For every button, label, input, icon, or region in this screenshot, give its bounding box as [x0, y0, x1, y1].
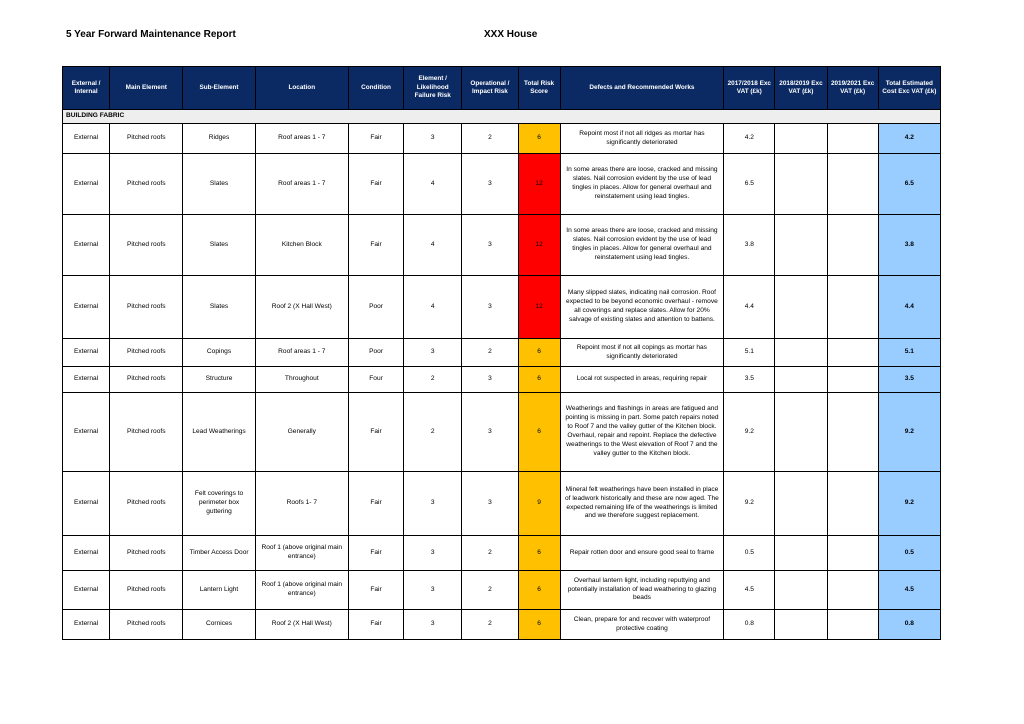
cell-2017-2018: 0.5 [724, 536, 775, 571]
cell-location: Roof 1 (above original main entrance) [255, 571, 348, 610]
cell-2019-2021 [827, 215, 878, 276]
cell-condition: Fair [348, 154, 403, 215]
cell-condition: Fair [348, 610, 403, 640]
cell-likelihood: 3 [404, 571, 462, 610]
cell-2017-2018: 9.2 [724, 393, 775, 472]
cell-2018-2019 [775, 276, 827, 339]
cell-likelihood: 2 [404, 367, 462, 393]
cell-2019-2021 [827, 393, 878, 472]
cell-sub-element: Ridges [183, 124, 255, 154]
table-row [63, 472, 941, 536]
cell-condition: Fair [348, 536, 403, 571]
cell-defects: Clean, prepare for and recover with waterproof protective coating [560, 610, 724, 640]
cell-total-cost: 0.5 [878, 536, 940, 571]
cell-external-internal: External [63, 276, 110, 339]
cell-risk-score: 12 [518, 215, 560, 276]
cell-defects: Mineral felt weatherings have been installed in place of leadwork historically and these are now aged. The expected remaining life of the weatherings is limited and we therefore suggest replacement. [560, 472, 724, 536]
cell-total-cost: 3.8 [878, 215, 940, 276]
cell-risk-score: 6 [518, 393, 560, 472]
cell-2019-2021 [827, 472, 878, 536]
cell-defects: Repoint most if not all copings as mortar has significantly deteriorated [560, 339, 724, 367]
cell-impact: 3 [462, 215, 518, 276]
cell-2018-2019 [775, 339, 827, 367]
cell-likelihood: 3 [404, 536, 462, 571]
cell-impact: 3 [462, 276, 518, 339]
cell-condition: Fair [348, 215, 403, 276]
cell-sub-element: Slates [183, 276, 255, 339]
cell-risk-score: 6 [518, 571, 560, 610]
cell-defects: Many slipped slates, indicating nail corrosion. Roof expected to be beyond economic overhaul - remove all coverings and replace slates. Allow for 20% salvage of existing slates and attention to battens. [560, 276, 724, 339]
col-header-sub-element: Sub-Element [183, 67, 255, 110]
col-header-location: Location [255, 67, 348, 110]
cell-sub-element: Cornices [183, 610, 255, 640]
col-header-impact-risk: Operational / Impact Risk [462, 67, 518, 110]
cell-2018-2019 [775, 393, 827, 472]
cell-likelihood: 3 [404, 610, 462, 640]
cell-likelihood: 4 [404, 154, 462, 215]
cell-risk-score: 6 [518, 536, 560, 571]
col-header-2019-2021: 2019/2021 Exc VAT (£k) [827, 67, 878, 110]
cell-location: Roof 1 (above original main entrance) [255, 536, 348, 571]
col-header-total-cost: Total Estimated Cost Exc VAT (£k) [878, 67, 940, 110]
cell-total-cost: 4.4 [878, 276, 940, 339]
cell-total-cost: 3.5 [878, 367, 940, 393]
cell-likelihood: 3 [404, 124, 462, 154]
cell-total-cost: 4.2 [878, 124, 940, 154]
cell-main-element: Pitched roofs [110, 472, 183, 536]
cell-main-element: Pitched roofs [110, 339, 183, 367]
cell-external-internal: External [63, 571, 110, 610]
cell-sub-element: Timber Access Door [183, 536, 255, 571]
table-row [63, 124, 941, 154]
cell-risk-score: 12 [518, 154, 560, 215]
cell-2018-2019 [775, 610, 827, 640]
cell-main-element: Pitched roofs [110, 571, 183, 610]
col-header-condition: Condition [348, 67, 403, 110]
cell-condition: Fair [348, 124, 403, 154]
cell-2017-2018: 0.8 [724, 610, 775, 640]
cell-location: Throughout [255, 367, 348, 393]
cell-total-cost: 9.2 [878, 472, 940, 536]
cell-impact: 3 [462, 393, 518, 472]
cell-impact: 3 [462, 154, 518, 215]
cell-main-element: Pitched roofs [110, 215, 183, 276]
cell-2017-2018: 4.2 [724, 124, 775, 154]
cell-location: Roof areas 1 - 7 [255, 154, 348, 215]
cell-impact: 2 [462, 339, 518, 367]
cell-2018-2019 [775, 571, 827, 610]
cell-sub-element: Slates [183, 154, 255, 215]
cell-defects: In some areas there are loose, cracked and missing slates. Nail corrosion evident by the use of lead tingles in places. Allow for general overhaul and reinstatement using lead tingles. [560, 215, 724, 276]
cell-risk-score: 6 [518, 610, 560, 640]
cell-location: Kitchen Block [255, 215, 348, 276]
cell-total-cost: 4.5 [878, 571, 940, 610]
table-row [63, 339, 941, 367]
cell-external-internal: External [63, 215, 110, 276]
col-header-2018-2019: 2018/2019 Exc VAT (£k) [775, 67, 827, 110]
cell-likelihood: 3 [404, 472, 462, 536]
cell-location: Roof 2 (X Hall West) [255, 610, 348, 640]
cell-external-internal: External [63, 367, 110, 393]
cell-defects: Weatherings and flashings in areas are fatigued and pointing is missing in part. Some patch repairs noted to Roof 7 and the valley gutter of the Kitchen block. Overhaul, repair and repoint. Replace the defective weatherings to the West elevation of Roof 7 and the valley gutter to the Kitchen block. [560, 393, 724, 472]
table-row [63, 215, 941, 276]
table-row [63, 367, 941, 393]
cell-2018-2019 [775, 536, 827, 571]
cell-2019-2021 [827, 536, 878, 571]
cell-likelihood: 2 [404, 393, 462, 472]
cell-main-element: Pitched roofs [110, 154, 183, 215]
cell-main-element: Pitched roofs [110, 536, 183, 571]
cell-2019-2021 [827, 154, 878, 215]
cell-location: Generally [255, 393, 348, 472]
cell-2018-2019 [775, 124, 827, 154]
property-name: XXX House [484, 29, 538, 40]
cell-impact: 3 [462, 472, 518, 536]
cell-risk-score: 6 [518, 124, 560, 154]
cell-2017-2018: 3.8 [724, 215, 775, 276]
cell-impact: 2 [462, 571, 518, 610]
cell-defects: Local rot suspected in areas, requiring repair [560, 367, 724, 393]
table-row [63, 610, 941, 640]
cell-total-cost: 9.2 [878, 393, 940, 472]
cell-external-internal: External [63, 339, 110, 367]
cell-defects: Repoint most if not all ridges as mortar has significantly deteriorated [560, 124, 724, 154]
cell-condition: Poor [348, 339, 403, 367]
cell-total-cost: 6.5 [878, 154, 940, 215]
cell-external-internal: External [63, 393, 110, 472]
col-header-total-risk-score: Total Risk Score [518, 67, 560, 110]
cell-impact: 2 [462, 536, 518, 571]
col-header-main-element: Main Element [110, 67, 183, 110]
section-row [63, 110, 941, 124]
cell-total-cost: 0.8 [878, 610, 940, 640]
cell-likelihood: 4 [404, 276, 462, 339]
cell-main-element: Pitched roofs [110, 124, 183, 154]
cell-total-cost: 5.1 [878, 339, 940, 367]
cell-2018-2019 [775, 472, 827, 536]
cell-external-internal: External [63, 124, 110, 154]
cell-risk-score: 12 [518, 276, 560, 339]
table-row [63, 276, 941, 339]
cell-sub-element: Structure [183, 367, 255, 393]
cell-defects: Repair rotten door and ensure good seal to frame [560, 536, 724, 571]
cell-risk-score: 9 [518, 472, 560, 536]
table-row [63, 393, 941, 472]
cell-external-internal: External [63, 610, 110, 640]
section-label: BUILDING FABRIC [63, 110, 941, 124]
table-header-row [63, 67, 941, 110]
cell-impact: 3 [462, 367, 518, 393]
cell-condition: Fair [348, 472, 403, 536]
cell-sub-element: Lantern Light [183, 571, 255, 610]
cell-2017-2018: 9.2 [724, 472, 775, 536]
cell-main-element: Pitched roofs [110, 610, 183, 640]
cell-2018-2019 [775, 367, 827, 393]
cell-2017-2018: 3.5 [724, 367, 775, 393]
cell-sub-element: Lead Weatherings [183, 393, 255, 472]
cell-2019-2021 [827, 610, 878, 640]
cell-2019-2021 [827, 571, 878, 610]
cell-location: Roof areas 1 - 7 [255, 124, 348, 154]
cell-location: Roofs 1- 7 [255, 472, 348, 536]
col-header-2017-2018: 2017/2018 Exc VAT (£k) [724, 67, 775, 110]
cell-impact: 2 [462, 124, 518, 154]
cell-sub-element: Slates [183, 215, 255, 276]
cell-likelihood: 3 [404, 339, 462, 367]
cell-sub-element: Copings [183, 339, 255, 367]
cell-location: Roof areas 1 - 7 [255, 339, 348, 367]
cell-condition: Fair [348, 393, 403, 472]
col-header-external-internal: External / Internal [63, 67, 110, 110]
table-row [63, 571, 941, 610]
cell-defects: In some areas there are loose, cracked and missing slates. Nail corrosion evident by the use of lead tingles in places. Allow for general overhaul and reinstatement using lead tingles. [560, 154, 724, 215]
cell-main-element: Pitched roofs [110, 393, 183, 472]
table-row [63, 154, 941, 215]
cell-2017-2018: 4.5 [724, 571, 775, 610]
cell-2019-2021 [827, 276, 878, 339]
cell-2017-2018: 6.5 [724, 154, 775, 215]
cell-sub-element: Felt coverings to perimeter box guttering [183, 472, 255, 536]
cell-2017-2018: 4.4 [724, 276, 775, 339]
cell-main-element: Pitched roofs [110, 367, 183, 393]
cell-external-internal: External [63, 472, 110, 536]
cell-2019-2021 [827, 124, 878, 154]
cell-defects: Overhaul lantern light, including reputtying and potentially installation of lead weathering to glazing beads [560, 571, 724, 610]
cell-location: Roof 2 (X Hall West) [255, 276, 348, 339]
cell-2019-2021 [827, 367, 878, 393]
cell-condition: Four [348, 367, 403, 393]
report-title: 5 Year Forward Maintenance Report [66, 29, 236, 40]
cell-external-internal: External [63, 536, 110, 571]
cell-condition: Fair [348, 571, 403, 610]
cell-impact: 2 [462, 610, 518, 640]
cell-2018-2019 [775, 154, 827, 215]
maintenance-table [62, 66, 941, 640]
cell-2019-2021 [827, 339, 878, 367]
col-header-likelihood-risk: Element / Likelihood Failure Risk [404, 67, 462, 110]
cell-main-element: Pitched roofs [110, 276, 183, 339]
cell-external-internal: External [63, 154, 110, 215]
cell-2017-2018: 5.1 [724, 339, 775, 367]
cell-risk-score: 6 [518, 339, 560, 367]
cell-likelihood: 4 [404, 215, 462, 276]
col-header-defects: Defects and Recommended Works [560, 67, 724, 110]
cell-2018-2019 [775, 215, 827, 276]
cell-risk-score: 6 [518, 367, 560, 393]
cell-condition: Poor [348, 276, 403, 339]
table-row [63, 536, 941, 571]
